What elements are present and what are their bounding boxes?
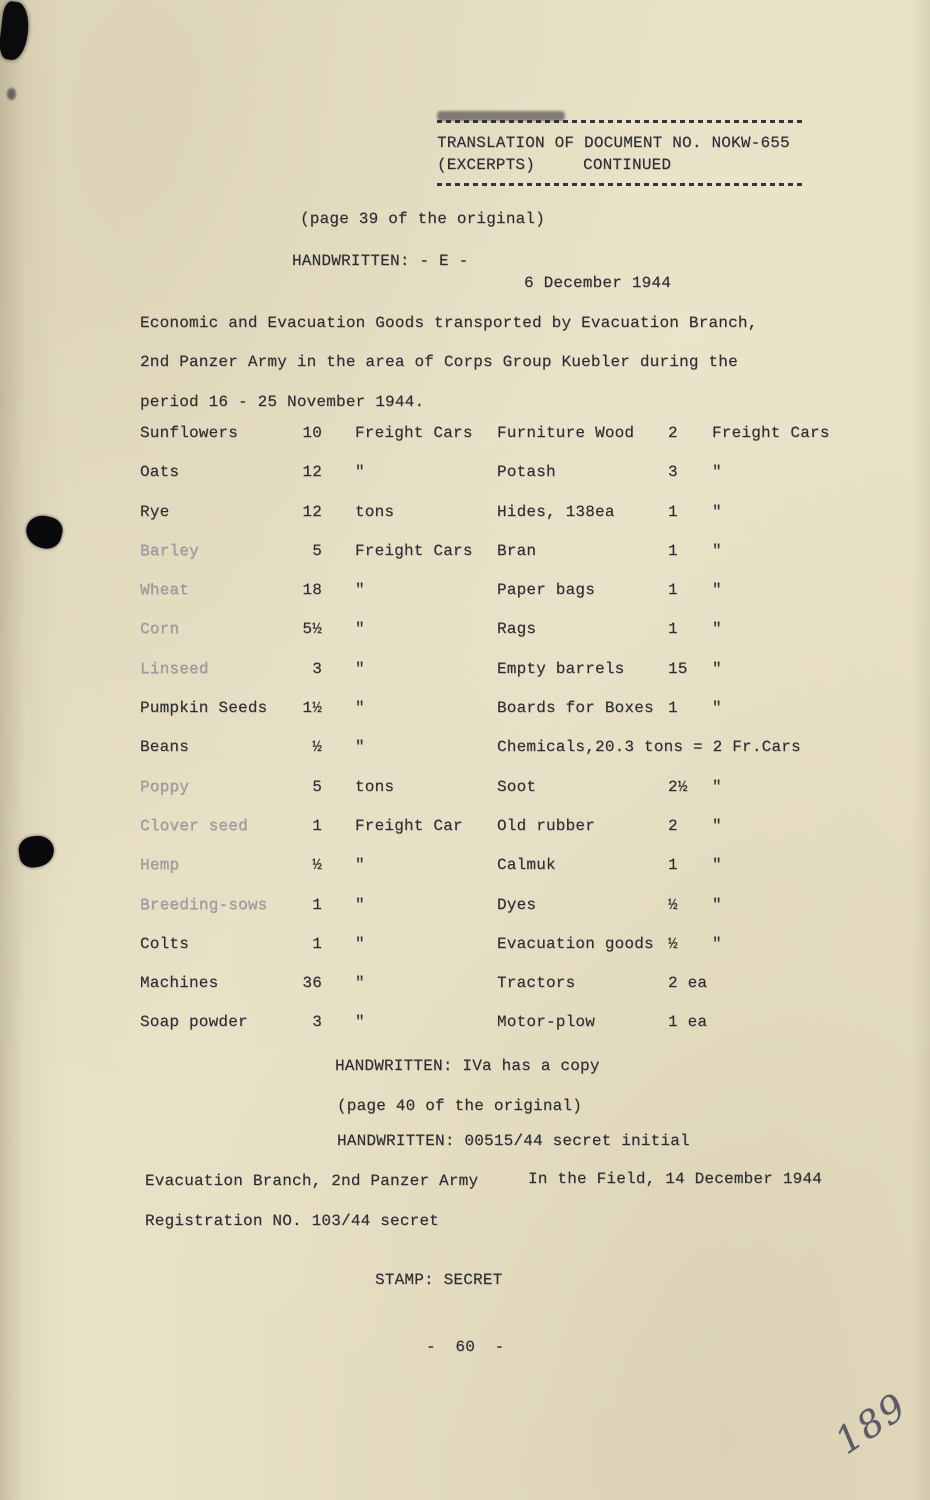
cargo-row: [140, 896, 495, 935]
cargo-row: [497, 620, 837, 659]
cargo-quantity: 1: [312, 816, 322, 835]
cargo-item-name: Hides, 138ea: [497, 502, 615, 521]
hole-punch: [23, 512, 66, 552]
cargo-item-name: Pumpkin Seeds: [140, 699, 268, 718]
cargo-row: [140, 463, 495, 502]
cargo-row: [140, 620, 495, 659]
cargo-item-name: Tractors: [497, 974, 576, 993]
intro-line-2: 2nd Panzer Army in the area of Corps Group Kuebler during the: [140, 353, 738, 371]
handwritten-iva-note: HANDWRITTEN: IVa has a copy: [335, 1057, 600, 1075]
cargo-item-name: Linseed: [140, 659, 209, 678]
cargo-quantity: 1: [668, 856, 678, 875]
cargo-quantity: ½: [312, 856, 322, 875]
cargo-unit: ": [712, 934, 722, 953]
cargo-row: [140, 974, 495, 1013]
cargo-quantity: ½: [668, 934, 678, 953]
cargo-item-name: Clover seed: [140, 816, 248, 835]
cargo-unit: Freight Cars: [355, 424, 473, 442]
cargo-row: [140, 778, 495, 817]
cargo-unit: ": [712, 777, 722, 796]
cargo-row: [497, 817, 837, 856]
cargo-item-name: Sunflowers: [140, 424, 239, 442]
cargo-item-name: Rags: [497, 620, 537, 639]
cargo-unit: ": [355, 463, 365, 482]
hole-punch: [17, 834, 56, 870]
cargo-row: [497, 581, 837, 620]
cargo-row: [140, 1013, 495, 1052]
cargo-unit: ": [712, 856, 722, 875]
cargo-quantity: 15: [668, 659, 688, 678]
cargo-row: [497, 424, 837, 463]
cargo-row: [497, 1013, 837, 1052]
cargo-quantity: 1: [668, 502, 678, 521]
cargo-row: [497, 896, 837, 935]
handwritten-00515-note: HANDWRITTEN: 00515/44 secret initial: [337, 1132, 690, 1150]
cargo-unit: Freight Car: [355, 816, 463, 835]
cargo-quantity: 2: [668, 816, 678, 835]
cargo-item-name: Hemp: [140, 856, 180, 875]
cargo-row: [140, 581, 495, 620]
ink-speck: [7, 88, 16, 100]
cargo-unit: ": [712, 659, 722, 678]
cargo-table-right: [497, 424, 837, 1053]
cargo-quantity: 5: [312, 541, 322, 560]
cargo-quantity: 10: [302, 424, 322, 442]
cargo-item-name: Machines: [140, 974, 219, 993]
cargo-unit: ": [712, 620, 722, 639]
corner-ink-blot: [0, 1, 31, 62]
cargo-item-name: Poppy: [140, 777, 190, 796]
cargo-unit: ": [355, 895, 365, 914]
cargo-item-name: Bran: [497, 541, 537, 560]
cargo-quantity: 12: [302, 502, 322, 521]
cargo-item-name: Calmuk: [497, 856, 556, 875]
intro-line-3: period 16 - 25 November 1944.: [140, 393, 425, 411]
dashed-rule: [437, 183, 805, 186]
cargo-unit: ": [355, 738, 365, 757]
cargo-unit: tons: [355, 502, 395, 521]
cargo-row: [140, 817, 495, 856]
cargo-unit: ": [712, 581, 722, 600]
cargo-row: [140, 424, 495, 463]
cargo-row: [140, 503, 495, 542]
page-40-reference: (page 40 of the original): [337, 1097, 583, 1115]
cargo-unit: ": [355, 581, 365, 600]
handwritten-e-note: HANDWRITTEN: - E -: [292, 252, 469, 270]
cargo-quantity: ½: [668, 895, 678, 914]
cargo-item-name: Rye: [140, 502, 170, 521]
cargo-quantity: 5½: [302, 620, 322, 639]
cargo-unit: ": [355, 1013, 365, 1032]
registration-line: Registration NO. 103/44 secret: [145, 1212, 440, 1230]
cargo-unit: ": [712, 502, 722, 521]
cargo-item-name: Evacuation goods: [497, 934, 654, 953]
cargo-item-name: Beans: [140, 738, 190, 757]
cargo-item-name: Corn: [140, 620, 180, 639]
cargo-row: [140, 660, 495, 699]
cargo-quantity: ½: [312, 738, 322, 757]
cargo-item-name: Boards for Boxes: [497, 699, 654, 718]
cargo-item-name: Oats: [140, 463, 180, 482]
page-39-reference: (page 39 of the original): [300, 210, 546, 228]
cargo-row: [497, 503, 837, 542]
cargo-row: [497, 778, 837, 817]
cargo-quantity: 1: [312, 934, 322, 953]
cargo-item-name: Soap powder: [140, 1013, 248, 1032]
cargo-quantity: 2 ea: [668, 974, 708, 993]
document-subtitle: [437, 154, 805, 176]
cargo-item-name: Furniture Wood: [497, 424, 635, 442]
cargo-item-name: Breeding-sows: [140, 895, 268, 914]
cargo-quantity: 3: [312, 1013, 322, 1032]
cargo-row: [497, 699, 837, 738]
cargo-unit: Freight Cars: [712, 424, 830, 442]
cargo-unit: ": [355, 699, 365, 718]
cargo-unit: ": [355, 934, 365, 953]
cargo-row: [497, 542, 837, 581]
cargo-quantity: 5: [312, 777, 322, 796]
document-title: TRANSLATION OF DOCUMENT NO. NOKW-655: [437, 134, 790, 152]
cargo-item-name: Motor-plow: [497, 1013, 596, 1032]
intro-line-1: Economic and Evacuation Goods transported by Evacuation Branch,: [140, 314, 758, 332]
cargo-quantity: 3: [312, 659, 322, 678]
cargo-item-name: Empty barrels: [497, 659, 625, 678]
origin-line: Evacuation Branch, 2nd Panzer Army: [145, 1172, 479, 1190]
cargo-unit: ": [712, 463, 722, 482]
cargo-quantity: 1: [668, 699, 678, 718]
cargo-quantity: 2½: [668, 777, 688, 796]
cargo-unit: ": [712, 816, 722, 835]
cargo-row: [140, 738, 495, 777]
cargo-item-name: Chemicals,20.3 tons = 2 Fr.Cars: [497, 738, 801, 757]
cargo-table-left: [140, 424, 495, 1053]
cargo-quantity: 1½: [302, 699, 322, 718]
cargo-row: [497, 463, 837, 502]
cargo-row: [497, 738, 837, 777]
cargo-row: [497, 660, 837, 699]
cargo-quantity: 12: [302, 463, 322, 482]
cargo-row: [497, 974, 837, 1013]
cargo-item-name: Dyes: [497, 895, 537, 914]
cargo-row: [497, 856, 837, 895]
cargo-quantity: 1: [668, 541, 678, 560]
cargo-quantity: 18: [302, 581, 322, 600]
cargo-unit: ": [712, 895, 722, 914]
cargo-item-name: Wheat: [140, 581, 190, 600]
cargo-quantity: 3: [668, 463, 678, 482]
cargo-row: [140, 935, 495, 974]
continued-label: CONTINUED: [583, 156, 672, 174]
cargo-unit: ": [355, 620, 365, 639]
cargo-quantity: 1: [668, 581, 678, 600]
cargo-item-name: Paper bags: [497, 581, 596, 600]
secret-stamp-note: STAMP: SECRET: [375, 1271, 503, 1289]
cargo-item-name: Barley: [140, 541, 199, 560]
cargo-quantity: 1: [668, 620, 678, 639]
excerpts-label: (EXCERPTS): [437, 156, 536, 174]
cargo-item-name: Colts: [140, 934, 190, 953]
field-date-line: In the Field, 14 December 1944: [528, 1170, 823, 1188]
cargo-item-name: Soot: [497, 777, 537, 796]
cargo-quantity: 1: [312, 895, 322, 914]
cargo-unit: ": [355, 856, 365, 875]
cargo-item-name: Old rubber: [497, 816, 596, 835]
cargo-row: [140, 699, 495, 738]
cargo-unit: ": [712, 699, 722, 718]
cargo-unit: Freight Cars: [355, 541, 473, 560]
cargo-unit: ": [355, 974, 365, 993]
document-date: 6 December 1944: [524, 274, 672, 292]
cargo-quantity: 2: [668, 424, 678, 442]
cargo-unit: ": [355, 659, 365, 678]
cargo-row: [140, 856, 495, 895]
cargo-unit: tons: [355, 777, 395, 796]
ink-smudge: [437, 111, 565, 121]
cargo-unit: ": [712, 541, 722, 560]
cargo-quantity: 1 ea: [668, 1013, 708, 1032]
page-number: - 60 -: [426, 1338, 505, 1356]
cargo-row: [140, 542, 495, 581]
document-header: [437, 120, 805, 186]
handwritten-page-number: 189: [827, 1384, 916, 1463]
cargo-row: [497, 935, 837, 974]
cargo-quantity: 36: [302, 974, 322, 993]
cargo-item-name: Potash: [497, 463, 556, 482]
